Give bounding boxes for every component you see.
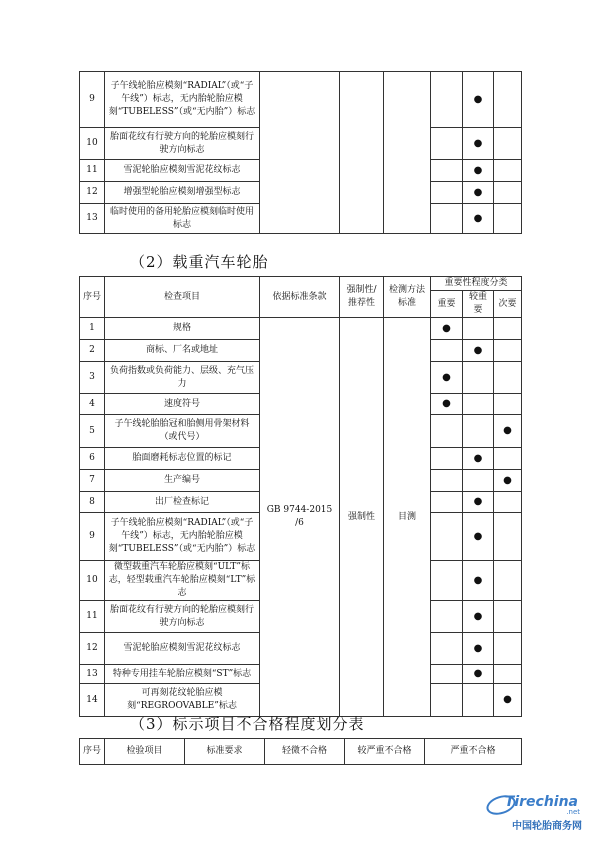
dot-mark: ●	[473, 574, 483, 586]
dot-mark: ●	[473, 344, 483, 356]
row-no: 6	[80, 448, 105, 470]
level-secondary	[494, 182, 522, 204]
level-major	[431, 415, 463, 448]
level-minor	[463, 470, 494, 492]
row-item: 雪泥轮胎应模刻雪泥花纹标志	[105, 633, 260, 665]
dot-mark: ●	[442, 398, 451, 409]
basis-cell	[260, 72, 340, 234]
nature-cell: 强制性	[340, 318, 384, 717]
row-no: 1	[80, 318, 105, 340]
row-no: 3	[80, 362, 105, 394]
logo-net: .net	[566, 808, 580, 816]
level-secondary	[494, 128, 522, 160]
level-secondary	[494, 72, 522, 128]
level-secondary	[494, 561, 522, 601]
level-minor	[463, 340, 494, 362]
level-minor	[463, 204, 494, 234]
level-secondary	[494, 204, 522, 234]
header-severe: 严重不合格	[425, 739, 522, 765]
level-major	[431, 561, 463, 601]
row-no: 13	[80, 204, 105, 234]
level-secondary	[494, 513, 522, 561]
header-item: 检验项目	[105, 739, 185, 765]
level-major	[431, 318, 463, 340]
row-item: 胎面磨耗标志位置的标记	[105, 448, 260, 470]
row-item: 商标、厂名或地址	[105, 340, 260, 362]
level-secondary	[494, 633, 522, 665]
level-minor	[463, 362, 494, 394]
level-minor	[463, 160, 494, 182]
level-minor	[463, 492, 494, 513]
tirechina-logo	[480, 790, 584, 834]
level-minor	[463, 665, 494, 684]
row-item: 速度符号	[105, 394, 260, 415]
level-secondary	[494, 601, 522, 633]
row-item: 胎面花纹有行驶方向的轮胎应模刻行驶方向标志	[105, 128, 260, 160]
level-minor	[463, 72, 494, 128]
level-minor	[463, 415, 494, 448]
level-major	[431, 665, 463, 684]
row-no: 11	[80, 160, 105, 182]
level-major	[431, 633, 463, 665]
dot-mark: ●	[473, 452, 483, 464]
dot-mark: ●	[503, 694, 512, 705]
level-major	[431, 204, 463, 234]
dot-mark: ●	[473, 93, 483, 105]
row-item: 生产编号	[105, 470, 260, 492]
row-item: 胎面花纹有行驶方向的轮胎应模刻行驶方向标志	[105, 601, 260, 633]
row-item: 负荷指数或负荷能力、层级、充气压力	[105, 362, 260, 394]
row-no: 12	[80, 182, 105, 204]
row-no: 10	[80, 561, 105, 601]
dot-mark: ●	[473, 186, 483, 198]
header-method: 检测方法标准	[384, 277, 431, 318]
level-secondary	[494, 492, 522, 513]
level-minor	[463, 601, 494, 633]
dot-mark: ●	[473, 668, 483, 679]
section-title-truck-tires: （2）载重汽车轮胎	[130, 253, 269, 271]
level-minor	[463, 684, 494, 717]
dot-mark: ●	[473, 137, 483, 149]
row-item: 子午线轮胎应模刻“RADIAL”（或“子午线”）标志，无内胎轮胎应模刻“TUBELESS”（或“无内胎”）标志	[105, 513, 260, 561]
dot-mark: ●	[473, 530, 483, 542]
level-secondary	[494, 470, 522, 492]
row-item: 微型载重汽车轮胎应模刻“ULT”标志，轻型载重汽车轮胎应模刻“LT”标志	[105, 561, 260, 601]
level-major	[431, 513, 463, 561]
level-major	[431, 362, 463, 394]
dot-mark: ●	[473, 642, 483, 654]
table-row	[80, 318, 522, 340]
row-no: 10	[80, 128, 105, 160]
level-minor	[463, 448, 494, 470]
level-major	[431, 470, 463, 492]
dot-mark: ●	[442, 322, 451, 334]
row-no: 5	[80, 415, 105, 448]
level-secondary	[494, 160, 522, 182]
header-no: 序号	[80, 739, 105, 765]
dot-mark: ●	[503, 425, 512, 436]
table-nonconformity	[79, 738, 522, 765]
logo-cn: 中国轮胎商务网	[512, 821, 582, 832]
level-secondary	[494, 340, 522, 362]
level-major	[431, 684, 463, 717]
header-secondary: 次要	[494, 291, 522, 318]
header-nature: 强制性/推荐性	[340, 277, 384, 318]
section-title-nonconformity: （3）标示项目不合格程度划分表	[130, 715, 365, 733]
method-cell: 目测	[384, 318, 431, 717]
header-item: 检查项目	[105, 277, 260, 318]
dot-mark: ●	[503, 474, 512, 486]
header-requirement: 标准要求	[185, 739, 265, 765]
row-no: 9	[80, 513, 105, 561]
row-item: 增强型轮胎应模刻增强型标志	[105, 182, 260, 204]
row-no: 11	[80, 601, 105, 633]
level-major	[431, 340, 463, 362]
level-secondary	[494, 684, 522, 717]
basis-cell: GB 9744-2015 /6	[260, 318, 340, 717]
row-no: 9	[80, 72, 105, 128]
row-item: 出厂检查标记	[105, 492, 260, 513]
table-passenger-continued	[79, 71, 522, 234]
row-no: 12	[80, 633, 105, 665]
header-slight: 轻微不合格	[265, 739, 345, 765]
dot-mark: ●	[473, 164, 483, 176]
level-secondary	[494, 318, 522, 340]
level-minor	[463, 318, 494, 340]
header-more-severe: 较严重不合格	[345, 739, 425, 765]
row-no: 4	[80, 394, 105, 415]
level-minor	[463, 561, 494, 601]
level-major	[431, 394, 463, 415]
header-minor: 较重要	[463, 291, 494, 318]
row-item: 子午线轮胎应模刻“RADIAL”（或“子午线”）标志，无内胎轮胎应模刻“TUBELESS”（或“无内胎”）标志	[105, 72, 260, 128]
level-major	[431, 72, 463, 128]
header-importance: 重要性程度分类	[431, 277, 522, 291]
level-major	[431, 160, 463, 182]
table-truck-tires	[79, 276, 522, 717]
row-no: 14	[80, 684, 105, 717]
dot-mark: ●	[442, 371, 451, 383]
table-row	[80, 72, 522, 128]
level-secondary	[494, 415, 522, 448]
header-no: 序号	[80, 277, 105, 318]
level-major	[431, 182, 463, 204]
level-minor	[463, 513, 494, 561]
level-major	[431, 128, 463, 160]
level-secondary	[494, 362, 522, 394]
row-item: 临时使用的备用轮胎应模刻临时使用标志	[105, 204, 260, 234]
header-basis: 依据标准条款	[260, 277, 340, 318]
row-item: 特种专用挂车轮胎应模刻“ST”标志	[105, 665, 260, 684]
level-secondary	[494, 448, 522, 470]
row-item: 规格	[105, 318, 260, 340]
level-secondary	[494, 665, 522, 684]
level-minor	[463, 633, 494, 665]
level-minor	[463, 128, 494, 160]
row-item: 子午线轮胎胎冠和胎侧用骨架材料（或代号）	[105, 415, 260, 448]
level-secondary	[494, 394, 522, 415]
row-no: 13	[80, 665, 105, 684]
row-item: 可再刻花纹轮胎应模刻“REGROOVABLE”标志	[105, 684, 260, 717]
dot-mark: ●	[473, 496, 483, 507]
row-no: 2	[80, 340, 105, 362]
level-major	[431, 601, 463, 633]
row-item: 雪泥轮胎应模刻雪泥花纹标志	[105, 160, 260, 182]
nature-cell	[340, 72, 384, 234]
level-major	[431, 492, 463, 513]
logo-en: Tirechina	[504, 794, 578, 810]
header-major: 重要	[431, 291, 463, 318]
level-minor	[463, 394, 494, 415]
level-major	[431, 448, 463, 470]
row-no: 7	[80, 470, 105, 492]
row-no: 8	[80, 492, 105, 513]
method-cell	[384, 72, 431, 234]
dot-mark: ●	[473, 610, 483, 622]
level-minor	[463, 182, 494, 204]
dot-mark: ●	[473, 212, 483, 224]
